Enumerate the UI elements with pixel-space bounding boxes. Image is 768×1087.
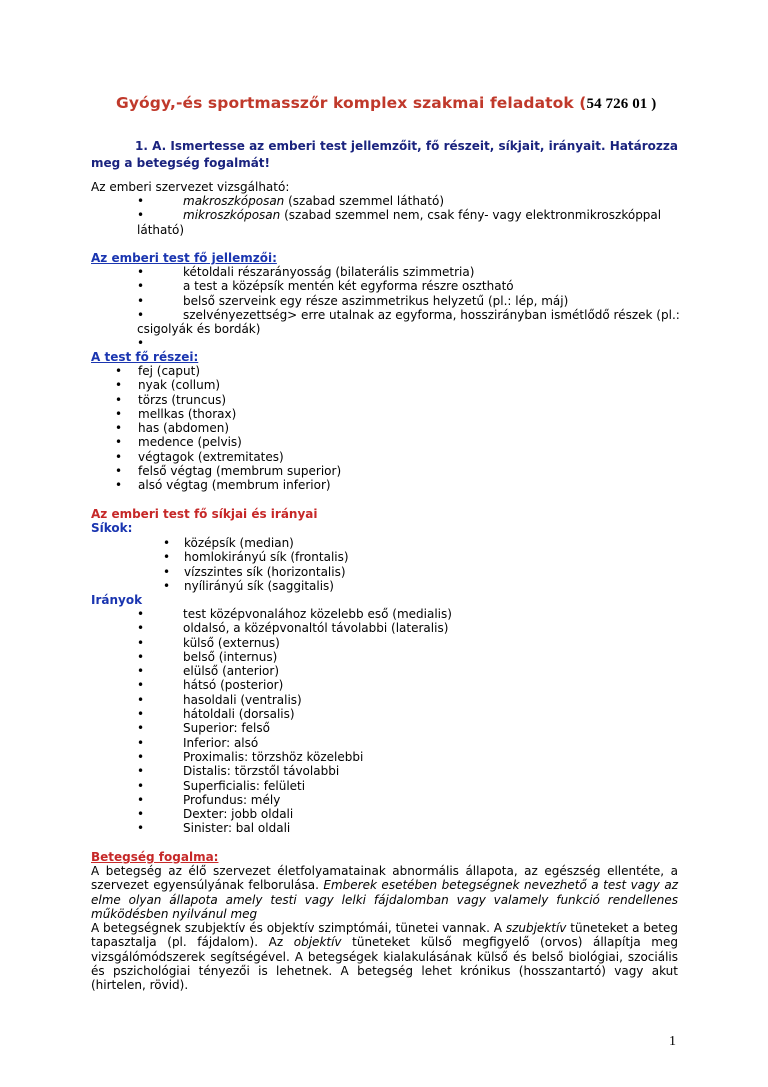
bullet-icon: •	[137, 635, 145, 650]
list-item: • fej (caput)	[115, 364, 200, 378]
bullet-icon: •	[137, 707, 145, 722]
bullet-icon: •	[137, 678, 145, 693]
list-item: • belső (internus)	[137, 649, 278, 664]
directions-heading: Irányok	[91, 593, 143, 607]
list-item: • homlokirányú sík (frontalis)	[163, 550, 349, 565]
title-code: 54 726 01 )	[586, 96, 657, 112]
features-list	[91, 265, 678, 351]
bullet-icon: •	[115, 449, 123, 464]
bullet-icon: •	[115, 406, 123, 421]
bullet-icon: •	[137, 664, 145, 679]
parts-list	[91, 364, 678, 493]
list-item	[91, 194, 678, 208]
list-item: • hátsó (posterior)	[137, 678, 284, 693]
list-item: • hasoldali (ventralis)	[137, 692, 302, 707]
bullet-icon: •	[137, 721, 145, 736]
planes-subheading: Síkok:	[91, 521, 133, 536]
planes-heading: Az emberi test fő síkjai és irányai	[91, 507, 318, 521]
bullet-icon: •	[115, 378, 123, 393]
list-item: • nyílirányú sík (saggitalis)	[163, 578, 334, 593]
planes-section	[91, 507, 678, 536]
list-item: • Distalis: törzstől távolabbi	[137, 764, 340, 779]
bullet-icon: •	[137, 265, 145, 279]
list-item: • Inferior: alsó	[137, 735, 259, 750]
item-term: mikroszkóposan	[183, 208, 281, 223]
page-number: 1	[669, 1034, 676, 1049]
bullet-icon: •	[137, 649, 145, 664]
bullet-icon: •	[137, 764, 145, 779]
list-item: • mellkas (thorax)	[115, 406, 237, 421]
list-item	[91, 208, 678, 222]
list-item: • törzs (truncus)	[115, 392, 227, 407]
bullet-icon: •	[137, 821, 145, 836]
list-item: • medence (pelvis)	[115, 435, 242, 450]
intro-lead: Az emberi szervezet vizsgálható:	[91, 180, 290, 194]
parts-section	[91, 350, 678, 364]
bullet-icon: •	[137, 735, 145, 750]
list-item: • külső (externus)	[137, 635, 280, 650]
list-item: • test középvonalához közelebb eső (medialis)	[137, 607, 452, 621]
parts-heading: A test fő részei:	[91, 350, 199, 364]
list-item: • kétoldali részarányosság (bilaterális szimmetria)	[137, 265, 475, 279]
bullet-icon: •	[137, 336, 145, 351]
disease-heading: Betegség fogalma:	[91, 850, 219, 864]
list-item: • Dexter: jobb oldali	[137, 807, 294, 822]
list-item: • szelvényezettség> erre utalnak az egyforma, hosszirányban ismétlődő részek (pl.:	[137, 307, 680, 322]
bullet-icon: •	[137, 607, 145, 621]
bullet-icon: •	[137, 792, 145, 807]
directions-list	[91, 607, 678, 836]
bullet-icon: •	[163, 564, 171, 579]
bullet-icon: •	[163, 536, 171, 550]
question-heading: 1. A. Ismertesse az emberi test jellemzőit, fő részeit, síkjait, irányait. Határozza meg a betegség fogalmát!	[91, 139, 678, 170]
list-item: • oldalsó, a középvonaltól távolabbi (lateralis)	[137, 621, 449, 636]
list-item-continuation: csigolyák és bordák)	[137, 322, 261, 337]
bullet-icon: •	[137, 208, 145, 223]
directions-section	[91, 593, 678, 607]
bullet-icon: •	[115, 392, 123, 407]
disease-section	[91, 850, 678, 864]
bullet-icon: •	[137, 194, 145, 208]
item-text: (szabad szemmel látható)	[284, 194, 445, 208]
bullet-icon: •	[137, 692, 145, 707]
features-section	[91, 251, 678, 265]
list-item: • vízszintes sík (horizontalis)	[163, 564, 346, 579]
bullet-icon: •	[137, 307, 145, 322]
list-item-continuation: látható)	[137, 222, 185, 237]
bullet-icon: •	[137, 279, 145, 294]
bullet-icon: •	[115, 364, 123, 378]
page-title	[116, 94, 656, 113]
list-item: • Superficialis: felületi	[137, 778, 306, 793]
list-item: • Sinister: bal oldali	[137, 821, 291, 836]
bullet-icon: •	[137, 749, 145, 764]
list-item: • középsík (median)	[163, 536, 294, 550]
list-item: • nyak (collum)	[115, 378, 221, 393]
list-item: • Profundus: mély	[137, 792, 281, 807]
bullet-icon: •	[137, 621, 145, 636]
item-text: (szabad szemmel nem, csak fény- vagy elektronmikroszkóppal	[280, 208, 662, 223]
list-item: • Proximalis: törzshöz közelebbi	[137, 749, 364, 764]
disease-paragraph-2: A betegségnek szubjektív és objektív szimptómái, tünetei vannak. A szubjektív tüneteket a beteg tapasztalja (pl. fájdalom). Az objektív tüneteket külső megfigyelő (orvos) állapítja meg vizsgálómódszerek segítségével. A betegségek kialakulásának külső és belső biológiai, szociális és pszichológiai tényezői is lehetnek. A betegség lehet krónikus (hosszantartó) vagy akut (hirtelen, rövid).	[91, 921, 679, 993]
list-item: • felső végtag (membrum superior)	[115, 464, 342, 479]
list-item: • has (abdomen)	[115, 421, 229, 436]
bullet-icon: •	[163, 550, 171, 565]
bullet-icon: •	[163, 578, 171, 593]
list-item: • elülső (anterior)	[137, 664, 280, 679]
list-item: • belső szerveink egy része aszimmetrikus helyzetű (pl.: lép, máj)	[137, 293, 569, 308]
intro-section	[91, 180, 678, 194]
item-term: makroszkóposan	[183, 194, 285, 208]
planes-list	[91, 536, 678, 593]
list-item: • végtagok (extremitates)	[115, 449, 284, 464]
bullet-icon: •	[137, 807, 145, 822]
bullet-icon: •	[137, 293, 145, 308]
bullet-icon: •	[115, 478, 123, 493]
intro-list	[91, 194, 678, 237]
list-item: • Superior: felső	[137, 721, 270, 736]
bullet-icon: •	[137, 778, 145, 793]
list-item-empty	[91, 336, 678, 350]
list-item: • alsó végtag (membrum inferior)	[115, 478, 331, 493]
bullet-icon: •	[115, 435, 123, 450]
bullet-icon: •	[115, 464, 123, 479]
disease-paragraph-1: A betegség az élő szervezet életfolyamatainak abnormális állapota, az egészség ellentéte, a szervezet egyensúlyának felborulása. Emberek esetében betegségnek nevezhető a test vagy az elme olyan állapota amely testi vagy lelki fájdalomban vagy valamely funkció rendellenes működésben nyilvánul meg	[91, 864, 678, 921]
title-main: Gyógy,-és sportmasszőr komplex szakmai feladatok (	[116, 94, 587, 112]
list-item: • hátoldali (dorsalis)	[137, 707, 295, 722]
list-item: • a test a középsík mentén két egyforma részre osztható	[137, 279, 514, 294]
features-heading: Az emberi test fő jellemzői:	[91, 251, 277, 265]
bullet-icon: •	[115, 421, 123, 436]
